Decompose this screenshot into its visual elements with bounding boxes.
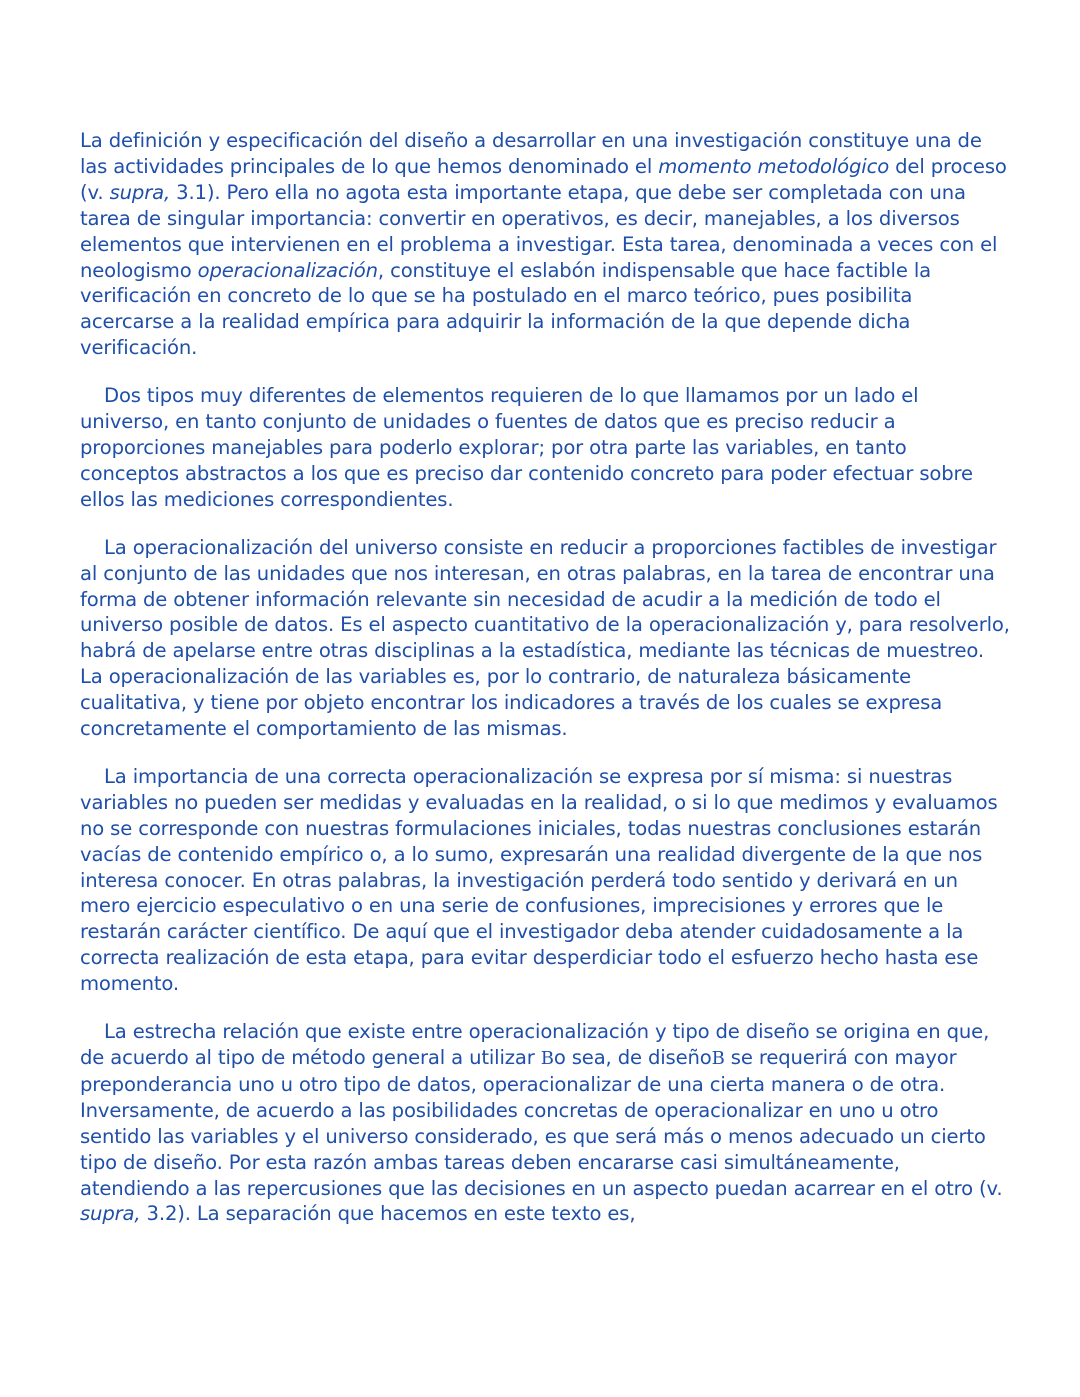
paragraph — [80, 764, 1010, 997]
dash-glyph-text: B — [711, 1048, 725, 1069]
body-text-segment: o sea, de diseño — [553, 1046, 712, 1069]
body-text-segment: se requerirá con mayor preponderancia uno u otro tipo de datos, operacionalizar de una cierta manera o de otra. Inversamente, de acuerdo a las posibilidades concretas de operacionalizar en uno u otro sentido las variables y el universo considerado, es que será más o menos adecuado un cierto tipo de diseño. Por esta razón ambas tareas deben encararse casi simultáneamente, atendiendo a las repercusiones que las decisiones en un aspecto puedan acarrear en el otro (v. — [80, 1046, 1003, 1200]
emphasis-text: supra, — [80, 1202, 141, 1226]
body-text-segment: Dos tipos muy diferentes de elementos requieren de lo que llamamos por un lado el universo, en tanto conjunto de unidades o fuentes de datos que es preciso reducir a proporciones manejables para poderlo explorar; por otra parte las variables, en tanto conceptos abstractos a los que es preciso dar contenido concreto para poder efectuar sobre ellos las mediciones correspondientes. — [80, 384, 973, 511]
paragraph — [80, 1019, 1010, 1227]
body-text-segment: La operacionalización del universo consiste en reducir a proporciones factibles de investigar al conjunto de las unidades que nos interesan, en otras palabras, en la tarea de encontrar una forma de obtener información relevante sin necesidad de acudir a la medición de todo el universo posible de datos. Es el aspecto cuantitativo de la operacionalización y, para resolverlo, habrá de apelarse entre otras disciplinas a la estadística, mediante las técnicas de muestreo. La operacionalización de las variables es, por lo contrario, de naturaleza básicamente cualitativa, y tiene por objeto encontrar los indicadores a través de los cuales se expresa concretamente el comportamiento de las mismas. — [80, 535, 1010, 741]
emphasis-text: operacionalización — [197, 258, 378, 282]
dash-glyph-text: B — [540, 1048, 554, 1069]
body-text-segment: La definición y especificación del diseño a desarrollar en una investigación constituye una de las actividades principales de lo que hemos denominado el — [80, 129, 982, 178]
paragraph — [80, 128, 1010, 361]
body-text-segment: 3.1). Pero ella no agota esta importante etapa, que debe ser completada con una tarea de singular importancia: convertir en operativos, es decir, manejables, a los diversos elementos que intervienen en el problema a investigar. Esta tarea, denominada a veces con el neologismo — [80, 180, 998, 282]
body-text-segment: 3.2). La separación que hacemos en este texto es, — [140, 1202, 636, 1226]
body-text-segment: La importancia de una correcta operacionalización se expresa por sí misma: si nuestras variables no pueden ser medidas y evaluadas en la realidad, o si lo que medimos y evaluamos no se corresponde con nuestras formulaciones iniciales, todas nuestras conclusiones estarán vacías de contenido empírico o, a lo sumo, expresarán una realidad divergente de la que nos interesa conocer. En otras palabras, la investigación perderá todo sentido y derivará en un mero ejercicio especulativo o en una serie de confusiones, imprecisiones y errores que le restarán carácter científico. De aquí que el investigador deba atender cuidadosamente a la correcta realización de esta etapa, para evitar desperdiciar todo el esfuerzo hecho hasta ese momento. — [80, 764, 998, 996]
body-text — [80, 128, 1010, 1249]
paragraph — [80, 535, 1010, 742]
body-text-segment: , constituye el eslabón indispensable que hace factible la verificación en concreto de lo que se ha postulado en el marco teórico, pues posibilita acercarse a la realidad empírica para adquirir la información de la que depende dicha verificación. — [80, 258, 931, 360]
body-text-segment: del proceso (v. — [80, 154, 1007, 204]
emphasis-text: momento metodológico — [658, 154, 890, 178]
paragraph — [80, 383, 1010, 513]
emphasis-text: supra, — [109, 180, 171, 204]
body-text-segment: La estrecha relación que existe entre operacionalización y tipo de diseño se origina en que, de acuerdo al tipo de método general a utilizar — [80, 1020, 990, 1069]
